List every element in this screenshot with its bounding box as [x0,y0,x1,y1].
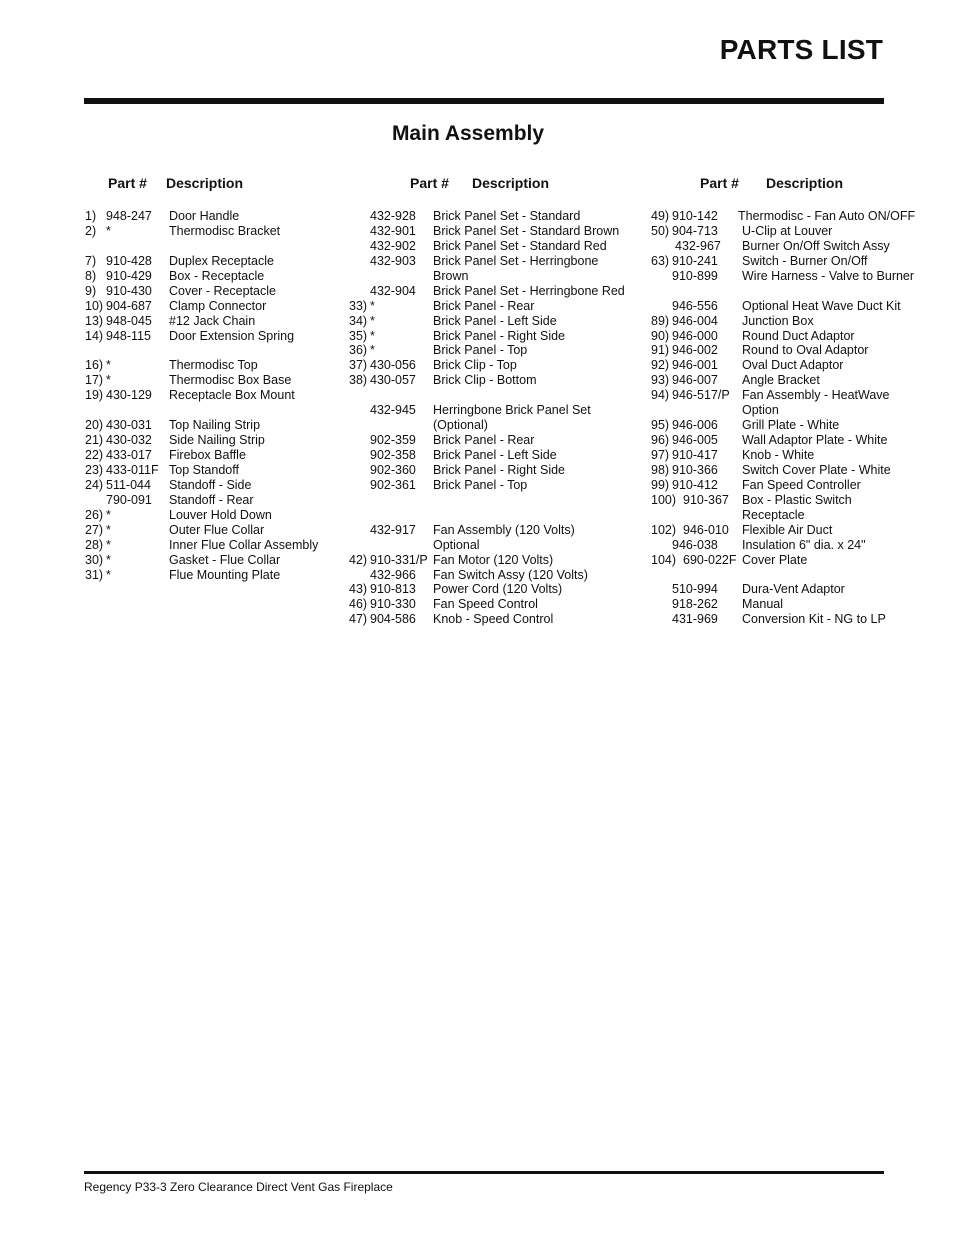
part-description: Brick Panel - Rear [433,298,535,313]
part-number: 510-994 [672,582,718,597]
item-number: 46) [349,597,368,612]
part-number: 948-115 [106,328,151,343]
item-number: 22) [85,448,104,462]
item-number: 89) [651,313,670,328]
part-number: 946-001 [672,358,718,373]
part-description: Insulation 6" dia. x 24" [742,537,866,552]
part-description: Wire Harness - Valve to Burner [742,268,915,283]
part-number: 904-586 [370,612,416,627]
part-number: * [106,522,111,537]
part-number: 910-367 [683,492,729,507]
item-number: 26) [85,507,104,522]
part-description: Angle Bracket [742,373,820,388]
part-number: 430-056 [370,358,416,373]
item-number: 97) [651,448,670,462]
item-number: 96) [651,433,670,448]
part-description: Thermodisc Top [169,358,258,373]
part-number: 946-004 [672,313,718,328]
part-description: Brick Panel - Right Side [433,328,566,343]
part-description: Herringbone Brick Panel Set [433,403,591,418]
part-description: Clamp Connector [169,298,267,313]
part-description: Junction Box [742,313,814,328]
part-number: 904-713 [672,223,718,238]
item-number: 7) [85,253,97,268]
part-description: Duplex Receptacle [169,253,274,268]
part-description: Grill Plate - White [742,418,840,433]
part-description: Brick Panel - Left Side [433,313,557,328]
item-number: 19) [85,388,104,403]
part-description: Outer Flue Collar [169,522,265,537]
part-number: * [106,537,111,552]
part-number: * [370,298,375,313]
part-description: Gasket - Flue Collar [169,552,281,567]
item-number: 42) [349,552,368,567]
item-number: 27) [85,522,104,537]
part-number: 433-017 [106,448,152,462]
part-description: Brick Panel - Left Side [433,448,557,462]
part-description: Dura-Vent Adaptor [742,582,845,597]
part-description: Fan Assembly (120 Volts) [433,522,575,537]
page-title: PARTS LIST [719,34,883,65]
item-number: 13) [85,313,104,328]
part-number: 910-429 [106,268,152,283]
part-description: Round to Oval Adaptor [742,343,869,358]
part-number: 430-032 [106,433,152,448]
part-description: Thermodisc - Fan Auto ON/OFF [738,209,916,223]
part-description: Top Nailing Strip [169,418,261,433]
col3-part-header: Part # [700,175,739,191]
item-number: 35) [349,328,368,343]
part-number: 910-430 [106,283,152,298]
part-description: Cover Plate [742,552,808,567]
item-number: 21) [85,433,104,448]
part-description: Louver Hold Down [169,507,272,522]
part-number: 946-002 [672,343,718,358]
item-number: 34) [349,313,368,328]
item-number: 93) [651,373,670,388]
part-description: Door Handle [169,209,240,223]
part-number: * [370,343,375,358]
part-number: * [106,567,111,582]
part-description: Receptacle [742,507,805,522]
part-description: Thermodisc Bracket [169,223,281,238]
item-number: 43) [349,582,368,597]
item-number: 14) [85,328,104,343]
part-number: 946-556 [672,298,718,313]
part-description: Thermodisc Box Base [169,373,292,388]
part-description: U-Clip at Louver [742,223,833,238]
item-number: 100) [651,492,677,507]
col2-description-header: Description [472,175,550,191]
part-number: 948-247 [106,209,152,223]
part-description: Fan Switch Assy (120 Volts) [433,567,588,582]
item-number: 9) [85,283,97,298]
part-number: 430-031 [106,418,152,433]
item-number: 102) [651,522,677,537]
part-number: 902-358 [370,448,416,462]
part-number: 910-899 [672,268,718,283]
col2-part-header: Part # [410,175,449,191]
part-description: Receptacle Box Mount [169,388,295,403]
item-number: 104) [651,552,677,567]
part-description: Brick Clip - Top [433,358,517,373]
part-description: Fan Assembly - HeatWave [742,388,890,403]
part-number: 946-000 [672,328,718,343]
part-description: Standoff - Side [169,477,252,492]
part-description: (Optional) [433,418,488,433]
part-number: * [370,313,375,328]
part-number: * [106,507,111,522]
part-number: 946-007 [672,373,718,388]
part-number: 910-330 [370,597,416,612]
part-description: Fan Speed Control [433,597,538,612]
part-number: 432-966 [370,567,416,582]
part-description: Door Extension Spring [169,328,295,343]
part-description: Brick Panel - Top [433,343,528,358]
part-number: 910-428 [106,253,152,268]
part-description: Brick Panel Set - Standard Brown [433,223,620,238]
part-number: 946-038 [672,537,718,552]
part-number: 910-241 [672,253,718,268]
item-number: 36) [349,343,368,358]
part-number: 904-687 [106,298,152,313]
part-description: Wall Adaptor Plate - White [742,433,888,448]
item-number: 16) [85,358,104,373]
item-number: 2) [85,223,97,238]
part-description: Box - Plastic Switch [742,492,852,507]
item-number: 38) [349,373,368,388]
part-description: Firebox Baffle [169,448,246,462]
part-description: Brown [433,268,469,283]
part-description: Cover - Receptacle [169,283,276,298]
part-description: #12 Jack Chain [169,313,256,328]
col3-description-header: Description [766,175,844,191]
part-number: 511-044 [106,477,151,492]
item-number: 23) [85,462,104,477]
part-number: 910-417 [672,448,718,462]
part-number: 432-904 [370,283,416,298]
item-number: 10) [85,298,104,313]
item-number: 90) [651,328,670,343]
part-description: Top Standoff [169,462,239,477]
part-number: 432-917 [370,522,416,537]
part-number: 430-057 [370,373,416,388]
part-number: 433-011F [106,462,159,477]
part-description: Knob - White [742,448,815,462]
col1-part-header: Part # [108,175,147,191]
item-number: 28) [85,537,104,552]
part-description: Manual [742,597,783,612]
part-number: 910-331/P [370,552,428,567]
item-number: 1) [85,209,97,223]
part-description: Oval Duct Adaptor [742,358,844,373]
part-number: 910-813 [370,582,416,597]
part-description: Flexible Air Duct [742,522,833,537]
item-number: 33) [349,298,368,313]
item-number: 98) [651,462,670,477]
part-number: 902-359 [370,433,416,448]
part-description: Brick Panel - Rear [433,433,535,448]
part-number: 431-969 [672,612,718,627]
part-description: Brick Panel Set - Herringbone [433,253,599,268]
footer-text: Regency P33-3 Zero Clearance Direct Vent Gas Fireplace [84,1180,393,1194]
part-number: 946-010 [683,522,729,537]
part-description: Option [742,403,779,418]
part-number: 902-360 [370,462,416,477]
part-number: 910-412 [672,477,718,492]
part-description: Flue Mounting Plate [169,567,281,582]
bottom-divider [84,1171,884,1174]
part-number: 948-045 [106,313,152,328]
part-number: 432-902 [370,238,416,253]
part-number: * [370,328,375,343]
item-number: 95) [651,418,670,433]
part-number: 432-903 [370,253,416,268]
part-description: Switch Cover Plate - White [742,462,891,477]
part-number: 430-129 [106,388,152,403]
item-number: 8) [85,268,97,283]
part-description: Power Cord (120 Volts) [433,582,563,597]
part-number: 432-945 [370,403,416,418]
part-number: 910-366 [672,462,718,477]
part-description: Brick Panel Set - Herringbone Red [433,283,625,298]
part-description: Conversion Kit - NG to LP [742,612,886,627]
part-number: 690-022F [683,552,737,567]
part-description: Fan Motor (120 Volts) [433,552,554,567]
top-divider [84,98,884,104]
part-description: Side Nailing Strip [169,433,265,448]
item-number: 94) [651,388,670,403]
part-number: * [106,223,111,238]
part-number: 946-006 [672,418,718,433]
item-number: 47) [349,612,368,627]
part-description: Optional [433,537,480,552]
part-description: Brick Panel Set - Standard Red [433,238,607,253]
part-description: Inner Flue Collar Assembly [169,537,319,552]
item-number: 63) [651,253,670,268]
part-description: Brick Panel Set - Standard [433,209,581,223]
part-number: * [106,373,111,388]
col1-description-header: Description [166,175,244,191]
item-number: 91) [651,343,670,358]
item-number: 17) [85,373,104,388]
part-description: Knob - Speed Control [433,612,554,627]
part-description: Fan Speed Controller [742,477,861,492]
item-number: 49) [651,209,670,223]
part-number: * [106,358,111,373]
item-number: 24) [85,477,104,492]
part-number: 918-262 [672,597,718,612]
item-number: 99) [651,477,670,492]
part-number: 946-517/P [672,388,730,403]
part-description: Standoff - Rear [169,492,254,507]
item-number: 92) [651,358,670,373]
part-number: 946-005 [672,433,718,448]
part-description: Optional Heat Wave Duct Kit [742,298,901,313]
part-number: 910-142 [672,209,718,223]
item-number: 50) [651,223,670,238]
part-number: 432-967 [675,238,721,253]
item-number: 37) [349,358,368,373]
part-description: Box - Receptacle [169,268,265,283]
part-number: 790-091 [106,492,152,507]
section-title: Main Assembly [391,122,545,145]
part-number: 902-361 [370,477,416,492]
part-description: Round Duct Adaptor [742,328,855,343]
item-number: 30) [85,552,104,567]
item-number: 20) [85,418,104,433]
part-number: 432-928 [370,209,416,223]
part-description: Burner On/Off Switch Assy [742,238,890,253]
part-number: 432-901 [370,223,416,238]
part-description: Brick Panel - Right Side [433,462,566,477]
part-description: Switch - Burner On/Off [742,253,868,268]
item-number: 31) [85,567,104,582]
part-description: Brick Panel - Top [433,477,528,492]
part-description: Brick Clip - Bottom [433,373,537,388]
part-number: * [106,552,111,567]
